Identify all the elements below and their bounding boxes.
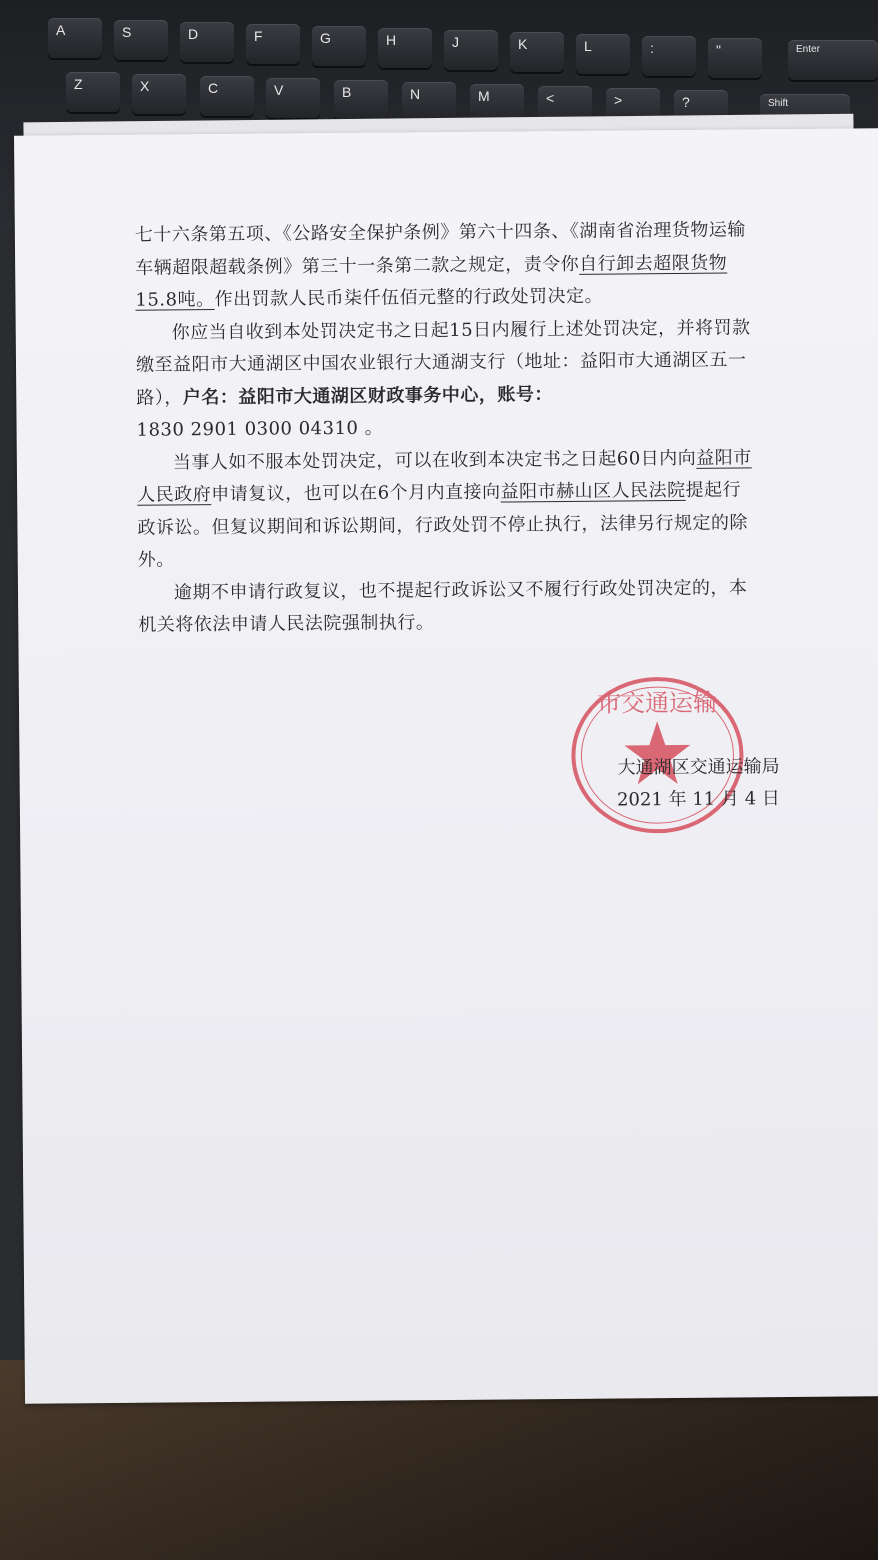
account-name: 户名：益阳市大通湖区财政事务中心，账号： <box>182 383 553 408</box>
document-body <box>135 214 759 642</box>
key-c: C <box>200 76 254 116</box>
key-colon: : <box>642 36 696 76</box>
key-x: X <box>132 74 186 114</box>
key-m: M <box>470 84 524 124</box>
paragraph-4: 逾期不申请行政复议，也不提起行政诉讼又不履行行政处罚决定的，本机关将依法申请人民法院强制执行。 <box>138 576 748 636</box>
paragraph-1-underlined: 自行卸去超限货物15.8吨。 <box>135 252 728 311</box>
key-k: K <box>510 32 564 72</box>
paragraph-3-text-3: 提起行政诉讼。但复议期间和诉讼期间，行政处罚不停止执行，法律另行规定的除外。 <box>137 479 749 571</box>
paragraph-3-text-2: 申请复议，也可以在6个月内直接向 <box>211 481 501 506</box>
key-b: B <box>334 80 388 120</box>
seal-text: 市交通运输 <box>596 688 718 718</box>
key-d: D <box>180 22 234 62</box>
paragraph-2 <box>136 312 757 447</box>
signature-block <box>564 751 780 817</box>
paragraph-1-text: 七十六条第五项、《公路安全保护条例》第六十四条、《湖南省治理货物运输车辆超限超载条例》第三十一条第二款之规定，责令你 <box>134 219 746 279</box>
paragraph-2-text: 你应当自收到本处罚决定书之日起15日内履行上述处罚决定，并将罚款缴至益阳市大通湖区中国农业银行大通湖支行（地址：益阳市大通湖区五一路）， <box>135 316 751 409</box>
key-n: N <box>402 82 456 122</box>
review-authority: 益阳市人民政府 <box>137 446 752 506</box>
paragraph-3-text-1: 当事人如不服本处罚决定，可以在收到本决定书之日起60日内向 <box>172 447 697 473</box>
key-l: L <box>576 34 630 74</box>
paragraph-3 <box>137 442 758 577</box>
issuing-authority: 大通湖区交通运输局 <box>617 756 780 779</box>
paragraph-1 <box>135 214 756 317</box>
key-f: F <box>246 24 300 64</box>
key-shift: Shift <box>760 94 850 134</box>
key-h: H <box>378 28 432 68</box>
key-a: A <box>48 18 102 58</box>
key-less: < <box>538 86 592 126</box>
key-j: J <box>444 30 498 70</box>
court-name: 益阳市赫山区人民法院 <box>500 479 686 503</box>
key-question: ? <box>674 90 728 130</box>
key-greater: > <box>606 88 660 128</box>
key-v: V <box>266 78 320 118</box>
key-g: G <box>312 26 366 66</box>
key-enter: Enter <box>788 40 878 80</box>
document-page <box>14 128 878 1403</box>
account-number: 1830 2901 0300 04310 。 <box>136 417 384 441</box>
key-z: Z <box>66 72 120 112</box>
key-quote: " <box>708 38 762 78</box>
paragraph-1-suffix: 作出罚款人民币柒仟伍佰元整的行政处罚决定。 <box>214 285 604 311</box>
issue-date: 2021 年 11 月 4 日 <box>616 788 780 811</box>
key-s: S <box>114 20 168 60</box>
